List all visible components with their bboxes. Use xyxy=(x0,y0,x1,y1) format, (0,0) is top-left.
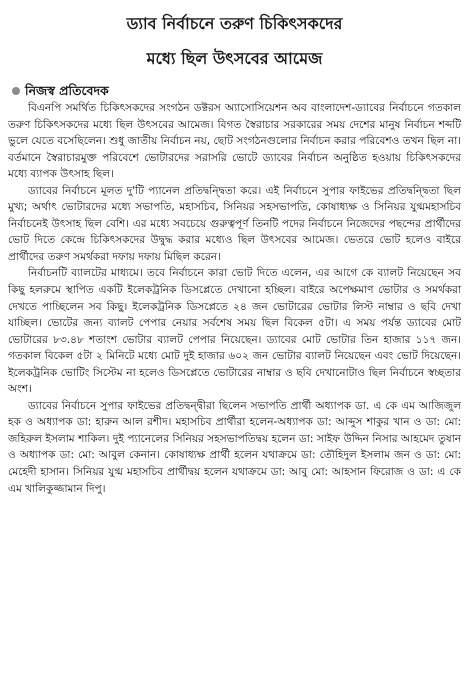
byline-text: নিজস্ব প্রতিবেদক xyxy=(25,83,109,98)
article-body xyxy=(8,100,461,497)
headline-line-1: ড্যাব নির্বাচনে তরুণ চিকিৎসকদের xyxy=(126,14,343,33)
headline-line-2: মধ্যে ছিল উৎসবের আমেজ xyxy=(146,49,323,68)
byline xyxy=(8,83,461,99)
headline xyxy=(8,6,461,76)
article-paragraph-3: নির্বাচনটি ব্যালটের মাধ্যমে। তবে নির্বাচনে কারা ভোট দিতে এলেন, এর আগে কে ব্যালট নিয়েছেন সব কিছু হলরুমে স্থাপিত একটি ইলেকট্রনিক ডিসপ্লেতে দেখানো হচ্ছিল। বাইরে অপেক্ষমাণ ভোটার ও সমর্থকরা দেখতে পাচ্ছিলেন সব কিছু। ইলেকট্রনিক ডিসপ্লেতে ২৪ জন ভোটারের ভোটার লিস্ট নাম্বার ও ছবি দেখা যাচ্ছিল। ভোটের জন্য ব্যালট পেপার নেয়ার সর্বশেষ সময় ছিল বিকেল ৫টা। এ সময় পর্যন্ত ড্যাবের মোট ভোটারের ৮৩.৪৮ শতাংশ ভোটার ব্যালট পেপার নিয়েছেন। ড্যাবের মোট ভোটার তিন হাজার ১১৭ জন। গতকাল বিকেল ৫টা ২ মিনিটে মধ্যে মোট দুই হাজার ৬০২ জন ভোটার ব্যালট নিয়েছেন এবং ভোট দিয়েছেন। ইলেকট্রনিক ভোটিং সিস্টেম না হলেও ডিসপ্লেতে ভোটারের নাম্বার ও ছবি দেখানোটাও ছিল নির্বাচনে স্বচ্ছতার অংশ। xyxy=(8,267,461,396)
bullet-icon xyxy=(12,87,20,95)
article-paragraph-2: ড্যাবের নির্বাচনে মূলত দু'টি প্যানেল প্রতিদ্বন্দ্বিতা করে। এই নির্বাচনে সুপার ফাইভের প্রতিদ্বন্দ্বিতা ছিল মুখ্য; অর্থাৎ ভোটারদের মধ্যে সভাপতি, মহাসচিব, সিনিয়র সহসভাপতি, কোষাধ্যক্ষ ও সিনিয়র যুগ্মমহাসচিব নির্বাচনেই উৎসাহ ছিল বেশি। এর মধ্যে সবচেয়ে গুরুত্বপূর্ণ তিনটি পদের নির্বাচনে নিজেদের পছন্দের প্রার্থীদের ভোট দিতে কেন্দ্রে চিকিৎসকদের উদ্বুদ্ধ করার মধ্যেও ছিল উৎসবের আমেজ। ভেতরে ভোট হলেও বাইরে প্রার্থীদের তরুণ সমর্থকরা দফায় দফায় মিছিল করেন। xyxy=(8,184,461,263)
article-paragraph-4: ড্যাবের নির্বাচনে সুপার ফাইভের প্রতিদ্বন্দ্বীরা ছিলেন সভাপতি প্রার্থী অধ্যাপক ডা. এ কে এম আজিজুল হক ও অধ্যাপক ডা: হারুন আল রশীদ। মহাসচিব প্রার্থীরা হলেন-অধ্যাপক ডা: আব্দুস শাকুর খান ও ডা: মো: জহিরুল ইসলাম শাকিল। দুই প্যানেলের সিনিয়র সহসভাপতিদ্বয় হলেন ডা: সাইফ উদ্দিন নিসার আহমেদ তুষান ও অধ্যাপক ডা: মো: আবুল কেনান। কোষাধ্যক্ষ প্রার্থী হলেন যথাক্রমে ডা: তৌহিদুল ইসলাম জন ও ডা: মো: মেহেদী হাসান। সিনিয়র যুগ্ম মহাসচিব প্রার্থীদ্বয় হলেন যথাক্রমে ডা: আবু মো: আহসান ফিরোজ ও ডা: এ কে এম খালিকুজ্জামান দিপু। xyxy=(8,399,461,495)
article-paragraph-1: বিএনপি সমর্থিত চিকিৎসকদের সংগঠন ডক্টরস অ্যাসোসিয়েশন অব বাংলাদেশ-ড্যাবের নির্বাচনে গতকাল তরুণ চিকিৎসকদের মধ্যে ছিল উৎসবের আমেজ। বিগত স্বৈরাচার সরকারের সময় দেশের মানুষ নির্বাচন শব্দটি ভুলে যেতে বসেছিলেন। শুধু জাতীয় নির্বাচন নয়, ছোট সংগঠনগুলোর নির্বাচন করার পরিবেশও তখন ছিল না। বর্তমানে স্বৈরাচারমুক্ত পরিবেশে ভোটারদের সরাসরি ভোটে ড্যাবের নির্বাচন অনুষ্ঠিত হওয়ায় চিকিৎসকদের মধ্যে ব্যাপক উৎসাহ ছিল। xyxy=(8,102,461,181)
